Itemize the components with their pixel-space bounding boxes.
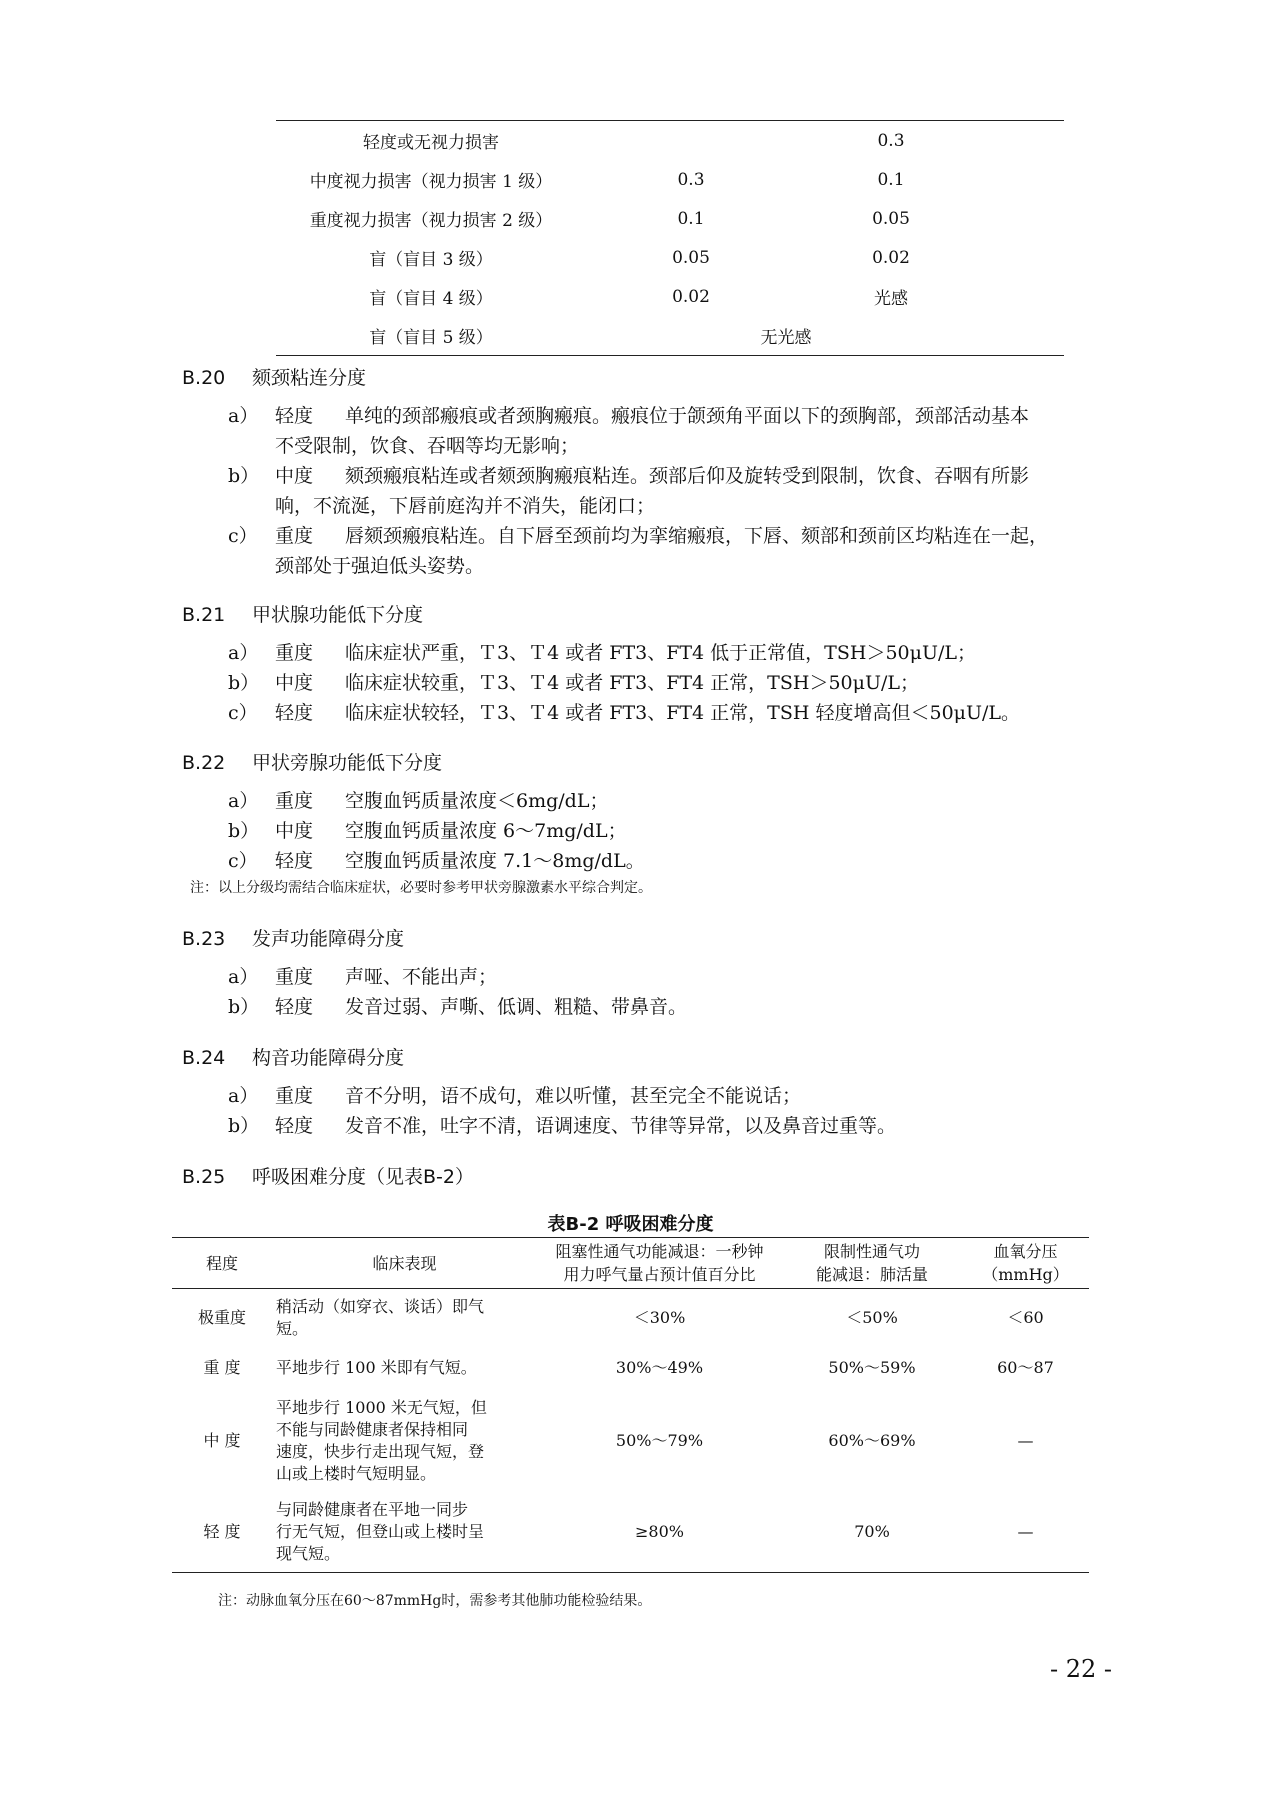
list-item	[182, 1081, 1162, 1111]
header-line: 限制性通气功	[823, 1242, 920, 1261]
vision-value-worse: 0.02	[672, 286, 710, 307]
cell-clinical	[272, 1289, 537, 1347]
cell-obstructive: 50%～79%	[615, 1430, 704, 1450]
vision-level: 轻度或无视力损害	[363, 133, 499, 153]
item-level: 重度	[275, 966, 314, 988]
section-title: 甲状旁腺功能低下分度	[252, 752, 443, 774]
section-heading	[182, 924, 1162, 954]
list-item	[182, 992, 1162, 1022]
vision-row	[276, 199, 1064, 238]
section-number: B.24	[182, 1047, 226, 1069]
item-level: 重度	[275, 642, 314, 664]
vision-level: 中度视力损害（视力损害 1 级）	[309, 172, 553, 192]
header-line: 能减退：肺活量	[815, 1265, 928, 1284]
table-row	[172, 1389, 1089, 1493]
item-label: c）	[228, 850, 258, 872]
item-level: 轻度	[275, 1115, 314, 1137]
section-title: 甲状腺功能低下分度	[252, 604, 424, 626]
item-label: b）	[228, 820, 260, 842]
cell-oxygen: —	[1017, 1430, 1034, 1450]
clinical-line: 稍活动（如穿衣、谈话）即气	[276, 1296, 485, 1316]
list-item	[182, 962, 1162, 992]
list-item	[182, 698, 1162, 728]
section-title: 呼吸困难分度（见表B-2）	[252, 1166, 474, 1188]
vision-level: 盲（盲目 4 级）	[369, 289, 493, 309]
item-text: 空腹血钙质量浓度 7.1～8mg/dL。	[345, 850, 645, 872]
list-item	[182, 401, 1162, 461]
item-text: 发音不准，吐字不清，语调速度、节律等异常，以及鼻音过重等。	[345, 1115, 897, 1137]
cell-degree: 中 度	[203, 1430, 241, 1450]
item-level: 轻度	[275, 996, 314, 1018]
item-text: 临床症状较重，Ｔ3、Ｔ4 或者 FT3、FT4 正常，TSH＞50μU/L；	[345, 672, 919, 694]
item-text-cont: 不受限制，饮食、吞咽等均无影响；	[275, 435, 580, 457]
cell-degree: 轻 度	[172, 1493, 272, 1573]
item-label: b）	[228, 996, 260, 1018]
item-text: 临床症状严重，Ｔ3、Ｔ4 或者 FT3、FT4 低于正常值，TSH＞50μU/L；	[345, 642, 976, 664]
item-label: c）	[228, 525, 258, 547]
cell-restrictive: 60%～69%	[828, 1430, 916, 1450]
vision-row	[276, 238, 1064, 277]
list-item	[182, 846, 1162, 876]
section-note: 注：以上分级均需结合临床症状，必要时参考甲状旁腺激素水平综合判定。	[190, 880, 652, 896]
cell-obstructive: ＜30%	[633, 1307, 686, 1327]
section-b25	[182, 1162, 1162, 1192]
vision-value-worse: 0.1	[677, 208, 705, 229]
cell-degree: 极重度	[197, 1307, 246, 1327]
section-title: 构音功能障碍分度	[252, 1047, 405, 1069]
vision-level: 盲（盲目 3 级）	[369, 250, 493, 270]
item-text: 空腹血钙质量浓度＜6mg/dL；	[345, 790, 609, 812]
item-level: 重度	[275, 790, 314, 812]
clinical-line: 行无气短，但登山或上楼时呈	[276, 1522, 485, 1542]
header-clinical: 临床表现	[272, 1238, 537, 1289]
item-label: a）	[228, 790, 259, 812]
table-note: 注：动脉血氧分压在60～87mmHg时，需参考其他肺功能检验结果。	[218, 1593, 652, 1609]
cell-clinical	[272, 1493, 537, 1573]
item-label: a）	[228, 642, 259, 664]
header-line: 用力呼气量占预计值百分比	[563, 1265, 756, 1284]
clinical-line: 不能与同龄健康者保持相同	[276, 1419, 469, 1439]
section-b21	[182, 600, 1162, 728]
cell-clinical	[272, 1389, 537, 1493]
section-heading	[182, 600, 1162, 630]
item-text: 单纯的颈部瘢痕或者颈胸瘢痕。瘢痕位于颌颈角平面以下的颈胸部，颈部活动基本	[345, 405, 1030, 427]
section-title: 颏颈粘连分度	[252, 367, 367, 389]
section-number: B.23	[182, 928, 226, 950]
item-text: 发音过弱、声嘶、低调、粗糙、带鼻音。	[345, 996, 688, 1018]
item-level: 轻度	[275, 702, 314, 724]
cell-restrictive: 50%～59%	[828, 1357, 916, 1377]
section-number: B.21	[182, 604, 226, 626]
header-degree: 程度	[172, 1238, 272, 1289]
section-heading	[182, 363, 1162, 393]
cell-oxygen: —	[962, 1493, 1089, 1573]
section-number: B.22	[182, 752, 226, 774]
vision-row	[276, 316, 1064, 355]
section-b24	[182, 1043, 1162, 1141]
clinical-line: 短。	[276, 1318, 309, 1338]
item-text: 音不分明，语不成句，难以听懂，甚至完全不能说话；	[345, 1085, 802, 1107]
vision-row	[276, 160, 1064, 199]
section-number: B.20	[182, 367, 226, 389]
clinical-line: 平地步行 1000 米无气短，但	[276, 1397, 487, 1417]
section-heading	[182, 1162, 1162, 1192]
cell-restrictive: 70%	[782, 1493, 962, 1573]
vision-level: 重度视力损害（视力损害 2 级）	[309, 211, 553, 231]
item-level: 中度	[275, 820, 314, 842]
vision-value-better: 0.05	[872, 208, 910, 229]
page-number: - 22 -	[1050, 1655, 1113, 1683]
clinical-line: 速度，快步行走出现气短，登	[276, 1441, 485, 1461]
item-label: a）	[228, 405, 259, 427]
section-heading	[182, 748, 1162, 778]
item-label: b）	[228, 672, 260, 694]
item-text: 空腹血钙质量浓度 6～7mg/dL；	[345, 820, 627, 842]
cell-oxygen: 60～87	[997, 1357, 1054, 1377]
vision-value-worse: 0.3	[677, 169, 705, 190]
table-row	[172, 1347, 1089, 1389]
item-label: b）	[228, 465, 260, 487]
section-title: 发声功能障碍分度	[252, 928, 405, 950]
header-line: （mmHg）	[982, 1265, 1069, 1284]
item-label: a）	[228, 1085, 259, 1107]
section-heading	[182, 1043, 1162, 1073]
list-item	[182, 816, 1162, 846]
item-text: 颏颈瘢痕粘连或者颏颈胸瘢痕粘连。颈部后仰及旋转受到限制，饮食、吞咽有所影	[345, 465, 1030, 487]
table-caption: 表B-2 呼吸困难分度	[547, 1214, 714, 1235]
item-level: 重度	[275, 1085, 314, 1107]
clinical-line: 山或上楼时气短明显。	[276, 1463, 437, 1483]
list-item	[182, 461, 1162, 521]
vision-value-span: 无光感	[760, 328, 812, 348]
item-level: 重度	[275, 525, 314, 547]
list-item	[182, 786, 1162, 816]
cell-obstructive: 30%～49%	[615, 1357, 704, 1377]
dyspnea-table	[172, 1237, 1089, 1573]
table-row	[172, 1493, 1089, 1573]
cell-restrictive: ＜50%	[846, 1307, 898, 1327]
table-header-row	[172, 1238, 1089, 1289]
item-level: 中度	[275, 465, 314, 487]
cell-oxygen: ＜60	[1007, 1307, 1044, 1327]
list-item	[182, 668, 1162, 698]
clinical-line: 现气短。	[276, 1544, 341, 1564]
clinical-line: 平地步行 100 米即有气短。	[276, 1357, 477, 1377]
header-oxygen	[962, 1238, 1089, 1289]
header-line: 血氧分压	[993, 1242, 1058, 1261]
vision-value-better: 光感	[874, 289, 908, 309]
item-text: 唇颏颈瘢痕粘连。自下唇至颈前均为挛缩瘢痕，下唇、颏部和颈前区均粘连在一起，	[345, 525, 1049, 547]
vision-value-worse: 0.05	[672, 247, 710, 268]
item-label: c）	[228, 702, 258, 724]
section-b23	[182, 924, 1162, 1022]
vision-value-better: 0.02	[872, 247, 910, 268]
section-number: B.25	[182, 1166, 226, 1188]
section-b22	[182, 748, 1162, 900]
table-row	[172, 1289, 1089, 1347]
item-label: b）	[228, 1115, 260, 1137]
vision-table	[276, 120, 1064, 356]
vision-value-better: 0.1	[877, 169, 905, 190]
item-level: 轻度	[275, 405, 314, 427]
cell-clinical	[272, 1347, 537, 1389]
clinical-line: 与同龄健康者在平地一同步	[276, 1500, 469, 1520]
item-label: a）	[228, 966, 259, 988]
item-text: 声哑、不能出声；	[345, 966, 498, 988]
item-text: 临床症状较轻，Ｔ3、Ｔ4 或者 FT3、FT4 正常，TSH 轻度增高但＜50μU/L。	[345, 702, 1021, 724]
vision-level: 盲（盲目 5 级）	[369, 328, 493, 348]
list-item	[182, 1111, 1162, 1141]
header-line: 阻塞性通气功能减退：一秒钟	[555, 1242, 764, 1261]
vision-row	[276, 121, 1064, 160]
list-item	[182, 638, 1162, 668]
section-b20	[182, 363, 1162, 581]
vision-row	[276, 277, 1064, 316]
item-text-cont: 颈部处于强迫低头姿势。	[275, 555, 485, 577]
item-level: 中度	[275, 672, 314, 694]
cell-degree: 重 度	[203, 1357, 241, 1377]
list-item	[182, 521, 1162, 581]
item-level: 轻度	[275, 850, 314, 872]
item-text-cont: 响，不流涎，下唇前庭沟并不消失，能闭口；	[275, 495, 656, 517]
cell-obstructive: ≥80%	[537, 1493, 782, 1573]
vision-value-better: 0.3	[877, 130, 905, 151]
header-obstructive	[537, 1238, 782, 1289]
header-restrictive	[782, 1238, 962, 1289]
